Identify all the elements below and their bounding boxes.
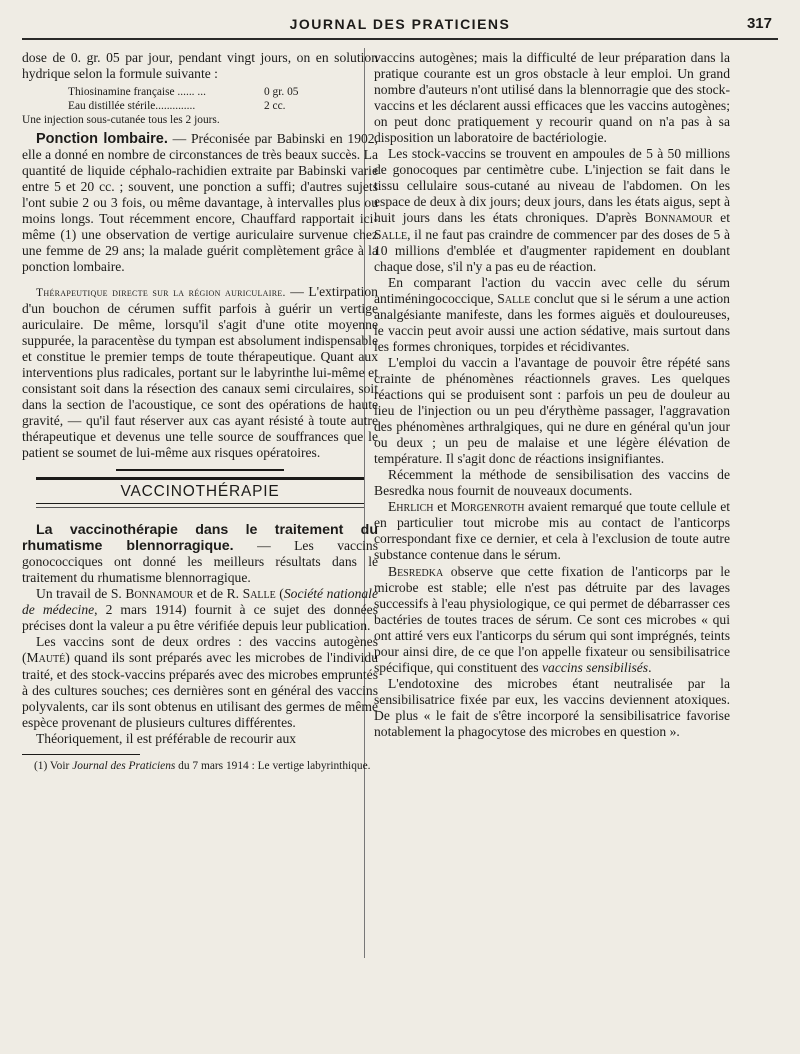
ingredient-name: Thiosinamine française ...... ... xyxy=(68,86,206,99)
formula-row xyxy=(22,85,378,99)
paragraph-ponction-lombaire: Ponction lombaire. — Préconisée par Babinski en 1902, elle a donné en nombre de circonstances de très beaux succès. La quantité de liquide céphalo-rachidien extraite par Babinski varie entre 5 et 20 cc. ; souvent, une ponction a suffi; d'autres sujets l'ont subie 2 ou 3 fois, ou même davantage, à intervalles plus ou moins longs. Tout récemment encore, Chauffard rapportait ici-même (1) une observation de vertige auriculaire survenue chez une femme de 29 ans; la malade guérit complètement grâce à la ponction lombaire. xyxy=(22,131,378,275)
footnote-rule xyxy=(22,754,140,755)
running-header xyxy=(22,12,778,40)
paragraph-vaccinotherapie: La vaccinothérapie dans le traitement du rhumatisme blennorragique. — Les vaccins gonococciques ont donné les meilleurs résultats dans le traitement du rhumatisme blennorragique. xyxy=(22,522,378,586)
journal-title: JOURNAL DES PRATICIENS xyxy=(289,16,511,32)
runin-heading: Thérapeutique directe sur la région auriculaire. xyxy=(36,285,286,299)
paragraph: Ehrlich et Morgenroth avaient remarqué que toute cellule et en particulier tout microbe mis au contact de l'anticorps correspondant fixe ce dernier, et cela à l'exclusion de toute autre substance contenue dans le sérum. xyxy=(374,499,731,563)
paragraph: L'emploi du vaccin a l'avantage de pouvoir être répété sans crainte de phénomènes réactionnels graves. Les quelques réactions qui se produisent sont : parfois un peu de douleur au lieu de l'injection ou un peu d'érythème passager, l'aggravation des phénomènes arthralgiques, qui ne dure en général qu'un jour ou deux ; un peu de malaise et une légère élévation de température. Il s'agit donc de réactions insignifiantes. xyxy=(374,354,730,467)
formula-row xyxy=(22,99,378,113)
paragraph: En comparant l'action du vaccin avec celle du sérum antiméningococcique, Salle conclut que si le sérum a une action analgésiante manifeste, dans les formes aiguës et douloureuses, le vaccin peut avoir aussi une action sédative, mais surtout dans les formes chroniques, torpides et récidivantes. xyxy=(374,274,730,354)
left-column xyxy=(22,50,378,773)
footnote: (1) Voir Journal des Praticiens du 7 mars 1914 : Le vertige labyrinthique. xyxy=(34,759,371,772)
ingredient-qty: 0 gr. 05 xyxy=(264,86,299,99)
paragraph: Les vaccins sont de deux ordres : des vaccins autogènes (Mauté) quand ils sont préparés avec les microbes de l'individu traité, et des stock-vaccins préparés avec des microbes empruntés à des cultures souches; ces dernières sont en général des vaccins polyvalents, car ils sont obtenus en utilisant des germes de même espèce provenant de plusieurs cultures différentes. xyxy=(22,634,378,730)
paragraph: Récemment la méthode de sensibilisation des vaccins de Besredka nous fournit de nouveaux documents. xyxy=(374,467,730,499)
article-heading: La vaccinothérapie dans le traitement du rhumatisme blennorragique. xyxy=(22,522,378,555)
paragraph: L'endotoxine des microbes étant neutralisée par la sensibilisatrice fixée par eux, les vaccins deviennent atoxiques. De plus « le fait de s'être incorporé la sensibilisatrice favorise notablement la phagocytose des microbes en question ». xyxy=(374,675,730,739)
paragraph-therapeutique: Thérapeutique directe sur la région auriculaire. — L'extirpation d'un bouchon de cérumen suffit parfois à guérir un vertige auriculaire. De même, lorsqu'il s'agit d'une otite moyenne suppurée, la paracentèse du tympan est absolument indispensable et constitue le premier temps de toute thérapeutique. Quant aux interventions plus radicales, portant sur le labyrinthe lui-même et consistant soit dans la résection des canaux semi circulaires, soit dans la section de l'acoustique, ce sont des opérations de haute gravité, — qu'il faut réserver aux cas ayant résisté à toute autre thérapeutique et devenus une telle source de souffrances que le patient se soumet de lui-même aux risques opératoires. xyxy=(22,283,378,460)
ingredient-name: Eau distillée stérile.............. xyxy=(68,100,196,113)
paragraph: dose de 0. gr. 05 par jour, pendant vingt jours, on en solution hydrique selon la formule suivante : xyxy=(22,50,378,82)
section-title: VACCINOTHÉRAPIE xyxy=(120,483,280,501)
section-heading xyxy=(36,477,364,504)
paragraph: Les stock-vaccins se trouvent en ampoules de 5 à 50 millions de gonocoques par centimètre cube. L'injection se fait dans le tissu cellulaire sous-cutané au niveau de l'abdomen. On les espace de deux à dix jours; deux jours, dans les états aigus, sept à huit jours dans les états chroniques. D'après Bonnamour et Salle, il ne faut pas craindre de commencer par des doses de 5 à 10 millions d'emblée et d'augmenter rapidement en doublant chaque dose, s'il n'y a pas eu de réaction. xyxy=(374,146,730,274)
runin-heading: Ponction lombaire. xyxy=(36,131,168,148)
paragraph: Besredka observe que cette fixation de l'anticorps par le microbe est stable; elle n'est pas détruite par des lavages successifs à l'eau physiologique, ce qui permet de débarrasser ces bactéries de toutes traces de sérum. Ce sont ces microbes « qui ont attiré vers eux l'anticorps du sérum qui sont imprégnés, teints pour ainsi dire, de ce que l'on appelle fixateur ou sensibilisatrice spécifique, qui constituent des vaccins sensibilisés. xyxy=(374,563,730,675)
paragraph: Un travail de S. Bonnamour et de R. Salle (Société nationale de médecine, 2 mars 1914) fournit à ce sujet des données précises dont la valeur a pu être vérifiée depuis leur publication. xyxy=(22,586,378,634)
page-number: 317 xyxy=(746,15,772,32)
paragraph: Théoriquement, il est préférable de recourir aux xyxy=(36,730,297,746)
formula-note: Une injection sous-cutanée tous les 2 jours. xyxy=(22,114,220,127)
ingredient-qty: 2 cc. xyxy=(264,100,286,113)
prescription-formula xyxy=(22,85,378,127)
right-column xyxy=(374,50,730,740)
paragraph: vaccins autogènes; mais la difficulté de leur préparation dans la pratique courante est un gros obstacle à leur emploi. Un grand nombre d'auteurs n'ont utilisé dans la blennorragie que des stock-vaccins et les déclarent aussi efficaces que les vaccins autogènes; on peut donc pratiquement y recourir quand on n'a pas à sa disposition un laboratoire de bactériologie. xyxy=(374,50,730,146)
